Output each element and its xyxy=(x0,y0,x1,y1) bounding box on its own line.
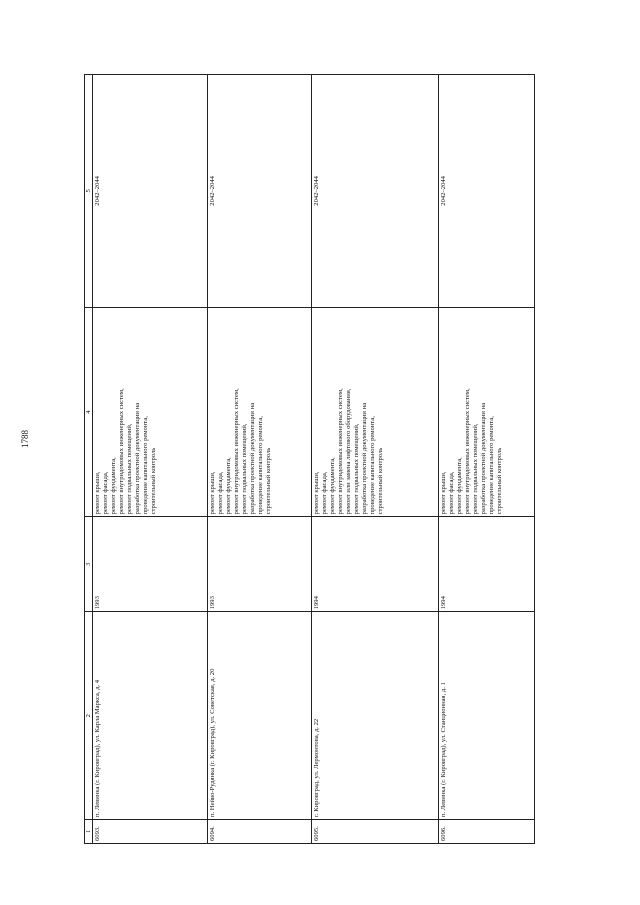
period-cell: 2042–2044 xyxy=(93,75,208,308)
work-item: строительный контроль xyxy=(150,447,158,515)
work-item: разработка проектной документации на xyxy=(480,402,488,515)
table-row xyxy=(93,75,208,844)
capital-repair-table xyxy=(84,74,535,844)
row-number: 6096. xyxy=(439,820,535,844)
header-row xyxy=(85,75,93,844)
column-header-2: 2 xyxy=(85,612,93,820)
work-item: проведение капитального ремонта, xyxy=(142,416,150,515)
work-item: ремонт подвальных помещений, xyxy=(241,423,249,515)
period-cell: 2042–2044 xyxy=(208,75,312,308)
work-item: ремонт внутридомовых инженерных систем, xyxy=(337,388,345,515)
work-item: ремонт внутридомовых инженерных систем, xyxy=(118,388,126,515)
work-item: ремонт крыши, xyxy=(94,471,101,515)
work-item: разработка проектной документации на xyxy=(361,402,369,515)
works-list xyxy=(440,310,504,515)
work-item: ремонт фундамента, xyxy=(225,457,233,515)
table-row xyxy=(208,75,312,844)
work-item: ремонт внутридомовых инженерных систем, xyxy=(464,388,472,515)
table-row xyxy=(439,75,535,844)
work-item: ремонт фундамента, xyxy=(456,457,464,515)
column-header-3: 3 xyxy=(85,517,93,612)
works-list xyxy=(209,310,273,515)
address-cell: п. Левинка (г. Кировград), ул. Станционная, д. 1 xyxy=(439,612,535,820)
work-item: ремонт фасада, xyxy=(217,471,225,515)
address-cell: г. Кировград, ул. Лермонтова, д. 22 xyxy=(312,612,439,820)
rotated-table-wrapper xyxy=(84,74,532,844)
work-item: ремонт фасада, xyxy=(102,471,110,515)
address-cell: п. Левинка (г. Кировград), ул. Карла Маркса, д. 4 xyxy=(93,612,208,820)
work-item: ремонт крыши, xyxy=(209,471,216,515)
year-cell: 1993 xyxy=(208,517,312,612)
work-item: ремонт фундамента, xyxy=(329,457,337,515)
works-list xyxy=(94,310,158,515)
work-item: ремонт подвальных помещений, xyxy=(472,423,480,515)
work-item: разработка проектной документации на xyxy=(134,402,142,515)
table-row xyxy=(312,75,439,844)
page-number: 1788 xyxy=(20,430,30,448)
work-item: ремонт внутридомовых инженерных систем, xyxy=(233,388,241,515)
column-header-5: 5 xyxy=(85,75,93,308)
period-cell: 2042–2044 xyxy=(439,75,535,308)
period-cell: 2042–2044 xyxy=(312,75,439,308)
work-item: строительный контроль xyxy=(496,447,504,515)
work-item: ремонт крыши, xyxy=(440,471,447,515)
year-cell: 1993 xyxy=(93,517,208,612)
work-item: строительный контроль xyxy=(377,447,385,515)
address-cell: п. Нейво-Рудянка (г. Кировград), ул. Советская, д. 20 xyxy=(208,612,312,820)
row-number: 6095. xyxy=(312,820,439,844)
year-cell: 1994 xyxy=(439,517,535,612)
works-cell xyxy=(208,307,312,517)
work-item: ремонт фундамента, xyxy=(110,457,118,515)
row-number: 6093. xyxy=(93,820,208,844)
row-number: 6094. xyxy=(208,820,312,844)
work-item: ремонт подвальных помещений, xyxy=(126,423,134,515)
work-item: ремонт фасада, xyxy=(448,471,456,515)
work-item: проведение капитального ремонта, xyxy=(369,416,377,515)
column-header-4: 4 xyxy=(85,307,93,517)
column-header-1: 1 xyxy=(85,820,93,844)
work-item: ремонт фасада, xyxy=(321,471,329,515)
work-item: ремонт подвальных помещений, xyxy=(353,423,361,515)
year-cell: 1994 xyxy=(312,517,439,612)
work-item: ремонт крыши, xyxy=(313,471,320,515)
works-cell xyxy=(439,307,535,517)
work-item: проведение капитального ремонта, xyxy=(488,416,496,515)
works-list xyxy=(313,310,385,515)
work-item: ремонт или замена лифтового оборудования, xyxy=(345,388,353,515)
works-cell xyxy=(93,307,208,517)
works-cell xyxy=(312,307,439,517)
work-item: проведение капитального ремонта, xyxy=(257,416,265,515)
work-item: разработка проектной документации на xyxy=(249,402,257,515)
work-item: строительный контроль xyxy=(265,447,273,515)
